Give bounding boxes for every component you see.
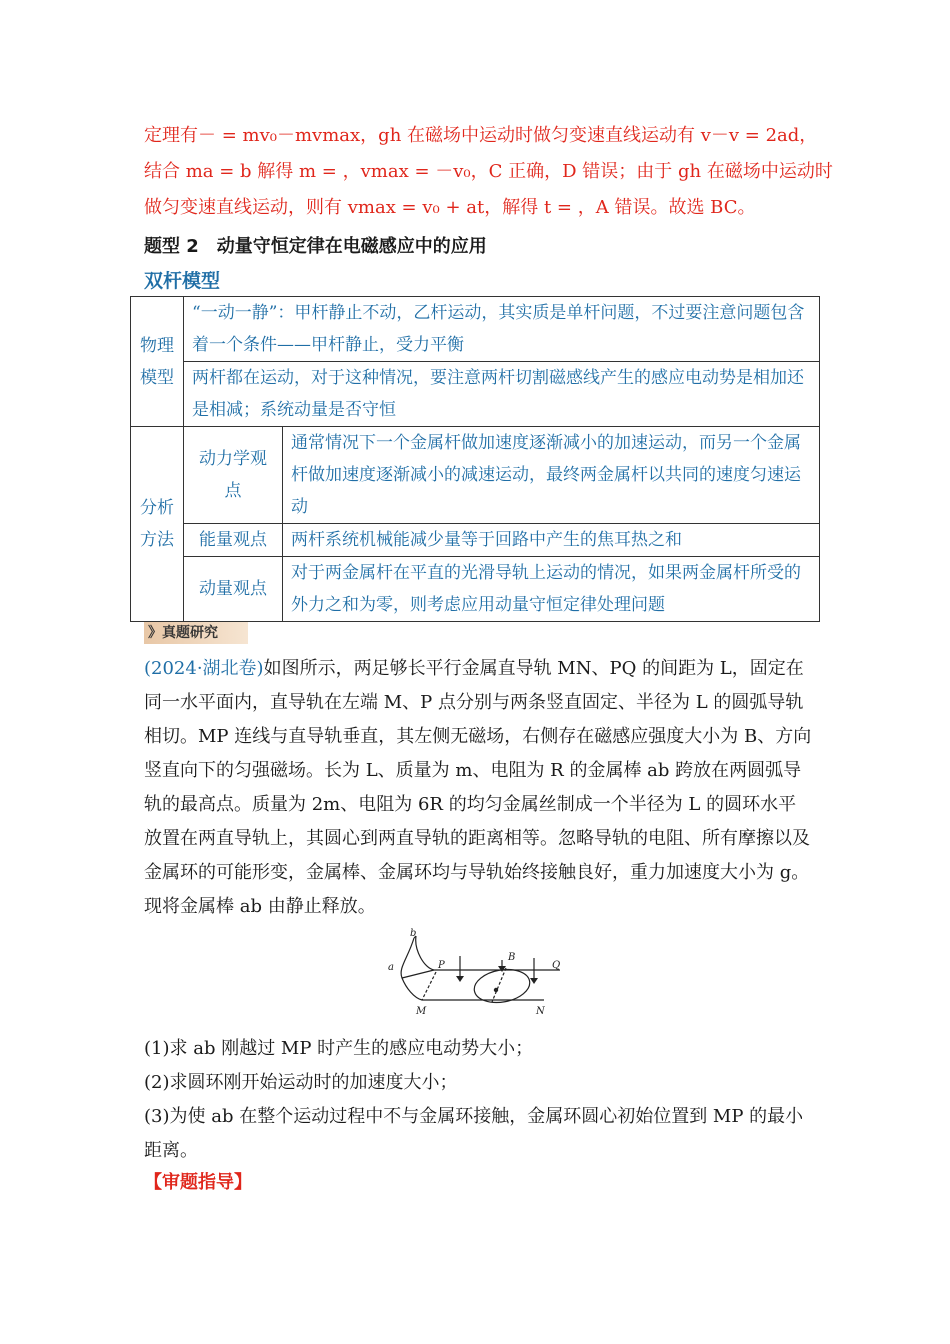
question-3: (3)为使 ab 在整个运动过程中不与金属环接触，金属环圆心初始位置到 MP 的最小距离。 xyxy=(144,1106,804,1161)
figure-label-b: b xyxy=(410,928,417,939)
solution-line-3: 做匀变速直线运动，则有 vmax = v₀ + at，解得 t = ，A 错误。故选 BC。 xyxy=(144,197,756,218)
problem-source: (2024·湖北卷) xyxy=(144,658,264,679)
figure-label-B: B xyxy=(508,952,516,963)
real-exam-badge: 》真题研究 xyxy=(144,622,248,644)
figure-label-Q: Q xyxy=(552,960,561,971)
momentum-view-label: 动量观点 xyxy=(184,557,283,622)
physics-model-label: 物理模型 xyxy=(131,297,184,427)
figure-label-P: P xyxy=(438,960,445,971)
problem-body: 如图所示，两足够长平行金属直导轨 MN、PQ 的间距为 L，固定在同一水平面内，直导轨在左端 M、P 点分别与两条竖直固定、半径为 L 的圆弧导轨相切。MP 连线与直导轨垂直，其左侧无磁场，右侧存在磁感应强度大小为 B、方向竖直向下的匀强磁场。长为 L、质量为 m、电阻为 R 的金属棒 ab 跨放在两圆弧导轨的最高点。质量为 2m、电阻为 6R 的均匀金属丝制成一个半径为 L 的圆环水平放置在两直导轨上，其圆心到两直导轨的距离相等。忽略导轨的电阻、所有摩擦以及金属环的可能形变，金属棒、金属环均与导轨始终接触良好，重力加速度大小为 g。现将金属棒 ab 由静止释放。 xyxy=(144,658,812,917)
solution-line-1: 定理有－ = mv₀－mvmax，gh 在磁场中运动时做匀变速直线运动有 v－v = 2ad， xyxy=(144,125,818,146)
question-1: (1)求 ab 刚越过 MP 时产生的感应电动势大小； xyxy=(144,1038,534,1059)
section-model-title: 双杆模型 xyxy=(144,270,221,292)
dynamics-view-label: 动力学观点 xyxy=(184,427,283,524)
problem-statement xyxy=(144,652,812,924)
figure-label-N: N xyxy=(536,1006,545,1017)
question-2: (2)求圆环刚开始运动时的加速度大小； xyxy=(144,1072,458,1093)
physics-model-row-2: 两杆都在运动，对于这种情况，要注意两杆切割磁感线产生的感应电动势是相加还是相减；系统动量是否守恒 xyxy=(184,362,820,427)
figure-label-M: M xyxy=(416,1006,427,1017)
energy-view-text: 两杆系统机械能减少量等于回路中产生的焦耳热之和 xyxy=(283,524,820,557)
model-table xyxy=(130,296,820,622)
physics-model-row-1: “一动一静”：甲杆静止不动，乙杆运动，其实质是单杆问题，不过要注意问题包含着一个条件——甲杆静止，受力平衡 xyxy=(184,297,820,362)
guide-heading: 【审题指导】 xyxy=(144,1172,252,1193)
figure-label-a: a xyxy=(388,962,394,973)
analysis-method-label: 分析方法 xyxy=(131,427,184,622)
momentum-view-text: 对于两金属杆在平直的光滑导轨上运动的情况，如果两金属杆所受的外力之和为零，则考虑应用动量守恒定律处理问题 xyxy=(283,557,820,622)
section-type-title: 题型 2 动量守恒定律在电磁感应中的应用 xyxy=(144,236,487,257)
dynamics-view-text: 通常情况下一个金属杆做加速度逐渐减小的加速运动，而另一个金属杆做加速度逐渐减小的减速运动，最终两金属杆以共同的速度匀速运动 xyxy=(283,427,820,524)
energy-view-label: 能量观点 xyxy=(184,524,283,557)
circuit-figure xyxy=(384,928,564,1020)
solution-line-2: 结合 ma = b 解得 m = ，vmax = －v₀，C 正确，D 错误；由于 gh 在磁场中运动时 xyxy=(144,161,833,182)
